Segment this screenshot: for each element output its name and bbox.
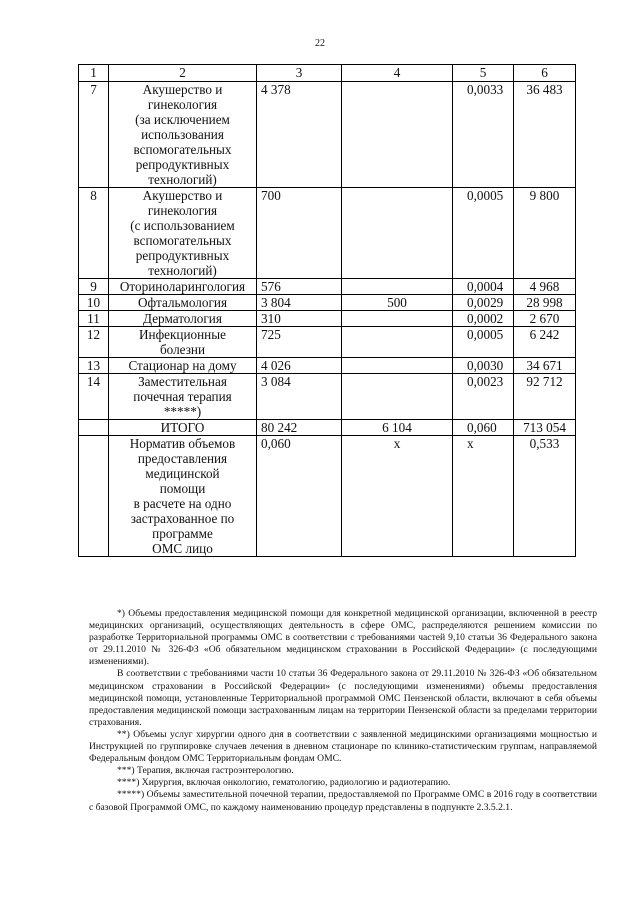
col3-cell: 3 804 bbox=[257, 295, 342, 311]
row-name-line: Офтальмология bbox=[137, 295, 228, 310]
col4-cell bbox=[342, 358, 453, 374]
row-name-cell bbox=[109, 311, 257, 327]
row-number-cell: 11 bbox=[79, 311, 109, 327]
row-name-cell bbox=[109, 374, 257, 420]
row-name-line: Заместительная bbox=[138, 374, 227, 389]
row-name-line: Акушерство и bbox=[142, 188, 223, 203]
table-row bbox=[79, 295, 576, 311]
col5-cell: 0,060 bbox=[453, 420, 514, 436]
row-name-line: вспомогательных bbox=[133, 142, 232, 157]
col5-cell: х bbox=[453, 436, 514, 557]
row-name-cell bbox=[109, 420, 257, 436]
row-name-line: вспомогательных bbox=[133, 233, 232, 248]
row-number-cell: 14 bbox=[79, 374, 109, 420]
row-name-line: технологий) bbox=[148, 263, 217, 278]
col4-cell bbox=[342, 279, 453, 295]
row-name-line: помощи bbox=[159, 481, 206, 496]
col5-cell: 0,0005 bbox=[453, 327, 514, 358]
header-cell: 1 bbox=[79, 65, 109, 82]
row-name-line: (с использованием bbox=[130, 218, 235, 233]
col5-cell: 0,0002 bbox=[453, 311, 514, 327]
volumes-table bbox=[78, 64, 576, 557]
col6-cell: 34 671 bbox=[514, 358, 576, 374]
col5-cell: 0,0023 bbox=[453, 374, 514, 420]
footnote-paragraph: *) Объемы предоставления медицинской помощи для конкретной медицинской организации, включенной в реестр медицинских организаций, осуществляющих деятельность в сфере ОМС, распределяются решением комиссии по разработке Территориальной программы ОМС в соответствии с требованиями частей 9,10 статьи 36 Федерального закона от 29.11.2010 № 326-ФЗ «Об обязательном медицинском страховании в Российской Федерации» (с последующими изменениями). bbox=[89, 608, 597, 668]
col3-cell: 4 378 bbox=[257, 82, 342, 188]
row-name-line: Оториноларингология bbox=[119, 279, 246, 294]
footnotes bbox=[89, 608, 597, 814]
row-name-line: застрахованное по bbox=[130, 511, 235, 526]
row-name-cell bbox=[109, 295, 257, 311]
row-name-line: технологий) bbox=[148, 172, 217, 187]
header-cell: 5 bbox=[453, 65, 514, 82]
col4-cell: 6 104 bbox=[342, 420, 453, 436]
table-row bbox=[79, 82, 576, 188]
row-name-line: почечная терапия bbox=[133, 389, 232, 404]
footnote-paragraph: ***) Терапия, включая гастроэнтерологию. bbox=[117, 765, 294, 777]
row-number-cell: 13 bbox=[79, 358, 109, 374]
col3-cell: 310 bbox=[257, 311, 342, 327]
row-number-cell: 12 bbox=[79, 327, 109, 358]
col3-cell: 80 242 bbox=[257, 420, 342, 436]
table-row bbox=[79, 374, 576, 420]
table-row bbox=[79, 188, 576, 279]
col4-cell: 500 bbox=[342, 295, 453, 311]
col6-cell: 36 483 bbox=[514, 82, 576, 188]
row-name-line: в расчете на одно bbox=[133, 496, 232, 511]
row-name-line: использования bbox=[141, 127, 224, 142]
row-name-line: предоставления bbox=[137, 451, 228, 466]
row-name-cell bbox=[109, 327, 257, 358]
row-name-cell bbox=[109, 358, 257, 374]
row-name-line: ОМС лицо bbox=[152, 541, 213, 556]
col4-cell bbox=[342, 327, 453, 358]
header-cell: 2 bbox=[109, 65, 257, 82]
col5-cell: 0,0033 bbox=[453, 82, 514, 188]
row-name-line: гинекология bbox=[147, 97, 218, 112]
col3-cell: 0,060 bbox=[257, 436, 342, 557]
table-row bbox=[79, 311, 576, 327]
row-name-line: болезни bbox=[159, 342, 206, 357]
row-name-line: ИТОГО bbox=[160, 420, 205, 435]
row-number-cell bbox=[79, 420, 109, 436]
header-cell: 3 bbox=[257, 65, 342, 82]
col3-cell: 725 bbox=[257, 327, 342, 358]
row-name-line: Акушерство и bbox=[142, 82, 223, 97]
table-row bbox=[79, 358, 576, 374]
col5-cell: 0,0004 bbox=[453, 279, 514, 295]
col3-cell: 576 bbox=[257, 279, 342, 295]
footnote-paragraph: ****) Хирургия, включая онкологию, гематологию, радиологию и радиотерапию. bbox=[117, 777, 451, 789]
row-name-line: медицинской bbox=[145, 466, 220, 481]
row-number-cell: 8 bbox=[79, 188, 109, 279]
row-name-line: *****) bbox=[163, 404, 202, 419]
table-header-row bbox=[79, 65, 576, 82]
col6-cell: 92 712 bbox=[514, 374, 576, 420]
row-name-line: (за исключением bbox=[135, 112, 230, 127]
row-number-cell: 7 bbox=[79, 82, 109, 188]
col4-cell bbox=[342, 374, 453, 420]
table-row bbox=[79, 279, 576, 295]
row-name-line: Инфекционные bbox=[139, 327, 226, 342]
footnote-paragraph: В соответствии с требованиями части 10 статьи 36 Федерального закона от 29.11.2010 № 326-ФЗ «Об обязательном медицинском страховании в Российской Федерации» (с последующими изменениями) объемы предоставления медицинской помощи, установленные Территориальной программой ОМС Пензенской области, включают в себя объемы предоставления медицинской помощи застрахованным лицам на территории Пензенской области за пределами территории страхования. bbox=[89, 668, 597, 728]
col6-cell: 28 998 bbox=[514, 295, 576, 311]
row-number-cell: 9 bbox=[79, 279, 109, 295]
col6-cell: 9 800 bbox=[514, 188, 576, 279]
col6-cell: 2 670 bbox=[514, 311, 576, 327]
col5-cell: 0,0005 bbox=[453, 188, 514, 279]
row-name-cell bbox=[109, 82, 257, 188]
header-cell: 4 bbox=[342, 65, 453, 82]
row-name-cell bbox=[109, 188, 257, 279]
col6-cell: 6 242 bbox=[514, 327, 576, 358]
col5-cell: 0,0029 bbox=[453, 295, 514, 311]
col4-cell bbox=[342, 188, 453, 279]
footnote-paragraph: *****) Объемы заместительной почечной терапии, предоставляемой по Программе ОМС в 2016 году в соответствии с базовой Программой ОМС, по каждому наименованию процедур представлены в подпункте 2.3.5.2.1. bbox=[89, 789, 597, 813]
row-name-line: Норматив объемов bbox=[129, 436, 236, 451]
row-name-line: Дерматология bbox=[143, 311, 222, 326]
row-name-line: Стационар на дому bbox=[128, 358, 237, 373]
col6-cell: 713 054 bbox=[514, 420, 576, 436]
col4-cell bbox=[342, 82, 453, 188]
table-row bbox=[79, 420, 576, 436]
col3-cell: 4 026 bbox=[257, 358, 342, 374]
row-name-line: репродуктивных bbox=[135, 248, 230, 263]
row-name-line: программе bbox=[152, 526, 213, 541]
page-number: 22 bbox=[315, 38, 325, 49]
col3-cell: 700 bbox=[257, 188, 342, 279]
col6-cell: 0,533 bbox=[514, 436, 576, 557]
col4-cell bbox=[342, 311, 453, 327]
footnote-paragraph: **) Объемы услуг хирургии одного дня в соответствии с заявленной медицинскими организациями мощностью и Инструкцией по группировке случаев лечения в дневном стационаре по клинико-статистическим группам, направляемой Федеральным фондом ОМС Территориальным фондам ОМС. bbox=[89, 728, 597, 765]
row-name-cell bbox=[109, 436, 257, 557]
col5-cell: 0,0030 bbox=[453, 358, 514, 374]
col4-cell: х bbox=[342, 436, 453, 557]
col3-cell: 3 084 bbox=[257, 374, 342, 420]
table-row bbox=[79, 327, 576, 358]
row-name-line: гинекология bbox=[147, 203, 218, 218]
row-number-cell bbox=[79, 436, 109, 557]
row-name-cell bbox=[109, 279, 257, 295]
row-name-line: репродуктивных bbox=[135, 157, 230, 172]
row-number-cell: 10 bbox=[79, 295, 109, 311]
table-row bbox=[79, 436, 576, 557]
col6-cell: 4 968 bbox=[514, 279, 576, 295]
header-cell: 6 bbox=[514, 65, 576, 82]
